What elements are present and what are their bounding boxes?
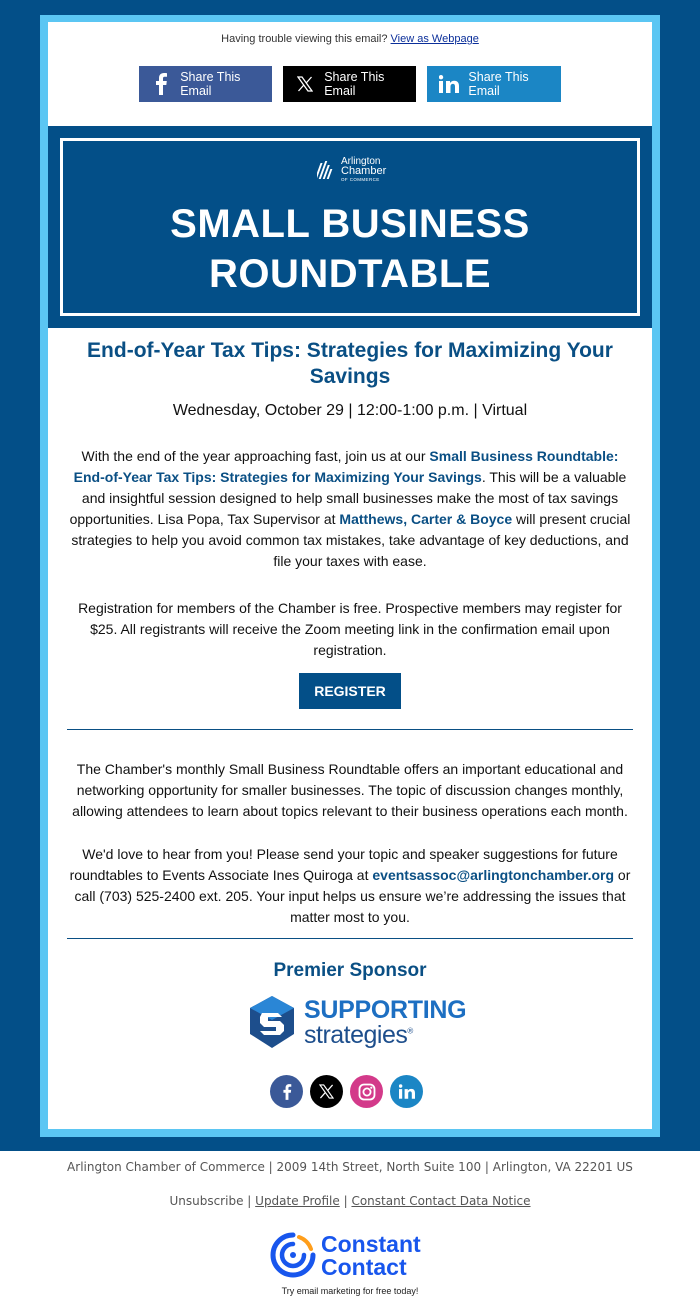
- share-facebook-label: Share This Email: [180, 70, 241, 98]
- banner-title-line2: ROUNDTABLE: [208, 252, 491, 296]
- firm-name-emphasis: Matthews, Carter & Boyce: [339, 511, 513, 527]
- facebook-icon: [282, 1083, 292, 1101]
- data-notice-link[interactable]: Constant Contact Data Notice: [351, 1194, 531, 1208]
- contact-paragraph: [66, 844, 634, 928]
- x-icon: [319, 1084, 334, 1099]
- divider: [67, 729, 633, 730]
- registration-paragraph: Registration for members of the Chamber is free. Prospective members may register for $25. All registrants will receive the Zoom meeting link in the confirmation email upon registration.: [78, 600, 622, 658]
- share-buttons: [48, 66, 652, 102]
- social-x-link[interactable]: [310, 1075, 343, 1108]
- banner-border: [60, 138, 640, 316]
- banner-title: [63, 199, 637, 299]
- facebook-icon: [149, 72, 172, 96]
- cc-logo-line1: Constant: [321, 1231, 421, 1257]
- constant-contact-logo[interactable]: [270, 1230, 440, 1280]
- email-card: [48, 22, 652, 1129]
- contact-text-2: or call (703) 525-2400 ext. 205. Your input helps us ensure we’re addressing the issues that matter most to you.: [74, 867, 631, 925]
- cc-logo-line2: Contact: [321, 1254, 407, 1280]
- trouble-text: Having trouble viewing this email?: [221, 33, 388, 45]
- update-profile-link[interactable]: Update Profile: [255, 1194, 340, 1208]
- share-facebook-button[interactable]: [139, 66, 272, 102]
- view-as-webpage-link[interactable]: View as Webpage: [390, 33, 479, 45]
- footer-links: [0, 1194, 700, 1208]
- share-linkedin-label: Share This Email: [468, 70, 529, 98]
- chamber-logo-mark: [317, 159, 339, 181]
- registered-mark: ®: [407, 1026, 413, 1036]
- divider: [67, 938, 633, 939]
- email-frame: [40, 15, 660, 1137]
- linkedin-icon: [437, 72, 460, 96]
- logo-text-chamber: Chamber: [341, 165, 387, 177]
- share-x-label: Share This Email: [324, 70, 385, 98]
- linkedin-icon: [399, 1084, 415, 1099]
- register-button[interactable]: REGISTER: [299, 673, 401, 709]
- sponsor-name-strategies: strategies: [304, 1021, 408, 1049]
- arlington-chamber-logo: [317, 157, 397, 187]
- footer-separator: |: [247, 1194, 252, 1208]
- sponsor-name-line2: [304, 1021, 413, 1050]
- logo-text-arlington: Arlington: [341, 156, 381, 167]
- events-email-link[interactable]: eventsassoc@arlingtonchamber.org: [372, 867, 615, 883]
- social-linkedin-link[interactable]: [390, 1075, 423, 1108]
- intro-paragraph: [66, 446, 634, 572]
- unsubscribe-link[interactable]: Unsubscribe: [169, 1194, 244, 1208]
- event-datetime: Wednesday, October 29 | 12:00-1:00 p.m. | Virtual: [172, 402, 528, 419]
- roundtable-title-emphasis: Small Business Roundtable: End-of-Year Tax Tips: Strategies for Maximizing Your Savings: [73, 448, 619, 485]
- intro-text-1: With the end of the year approaching fast, join us at our: [81, 448, 430, 464]
- about-paragraph: The Chamber's monthly Small Business Roundtable offers an important educational and networking opportunity for smaller businesses. The topic of discussion changes monthly, allowing attendees to learn about topics relevant to their business operations each month.: [72, 761, 628, 819]
- event-headline: End-of-Year Tax Tips: Strategies for Maximizing Your Savings: [87, 339, 613, 388]
- footer-separator: |: [343, 1194, 348, 1208]
- constant-contact-logo-mark: [270, 1232, 316, 1278]
- event-banner: [48, 126, 652, 328]
- share-linkedin-button[interactable]: [427, 66, 561, 102]
- footer-address: Arlington Chamber of Commerce | 2009 14th Street, North Suite 100 | Arlington, VA 22201 US: [67, 1160, 633, 1174]
- instagram-icon: [358, 1083, 376, 1101]
- sponsor-heading: Premier Sponsor: [273, 960, 427, 981]
- constant-contact-tagline[interactable]: Try email marketing for free today!: [281, 1286, 419, 1296]
- sponsor-logo[interactable]: [248, 990, 467, 1050]
- social-facebook-link[interactable]: [270, 1075, 303, 1108]
- trouble-viewing-line: [48, 33, 652, 45]
- social-links: [48, 1075, 652, 1109]
- share-x-button[interactable]: [283, 66, 416, 102]
- intro-text-2: . This will be a valuable and insightful session designed to help small businesses make the most of tax savings opportunities. Lisa Popa, Tax Supervisor at: [69, 469, 627, 527]
- social-instagram-link[interactable]: [350, 1075, 383, 1108]
- sponsor-logo-mark: [248, 996, 296, 1048]
- contact-text-1: We'd love to hear from you! Please send your topic and speaker suggestions for future roundtables to Events Associate Ines Quiroga at: [69, 846, 618, 883]
- sponsor-name-line1: SUPPORTING: [304, 996, 467, 1024]
- banner-title-line1: SMALL BUSINESS: [170, 202, 530, 246]
- x-icon: [293, 72, 316, 96]
- intro-text-3: will present crucial strategies to help you avoid common tax mistakes, take advantage of key deductions, and file your taxes with ease.: [71, 511, 631, 569]
- logo-text-of-commerce: OF COMMERCE: [341, 177, 380, 182]
